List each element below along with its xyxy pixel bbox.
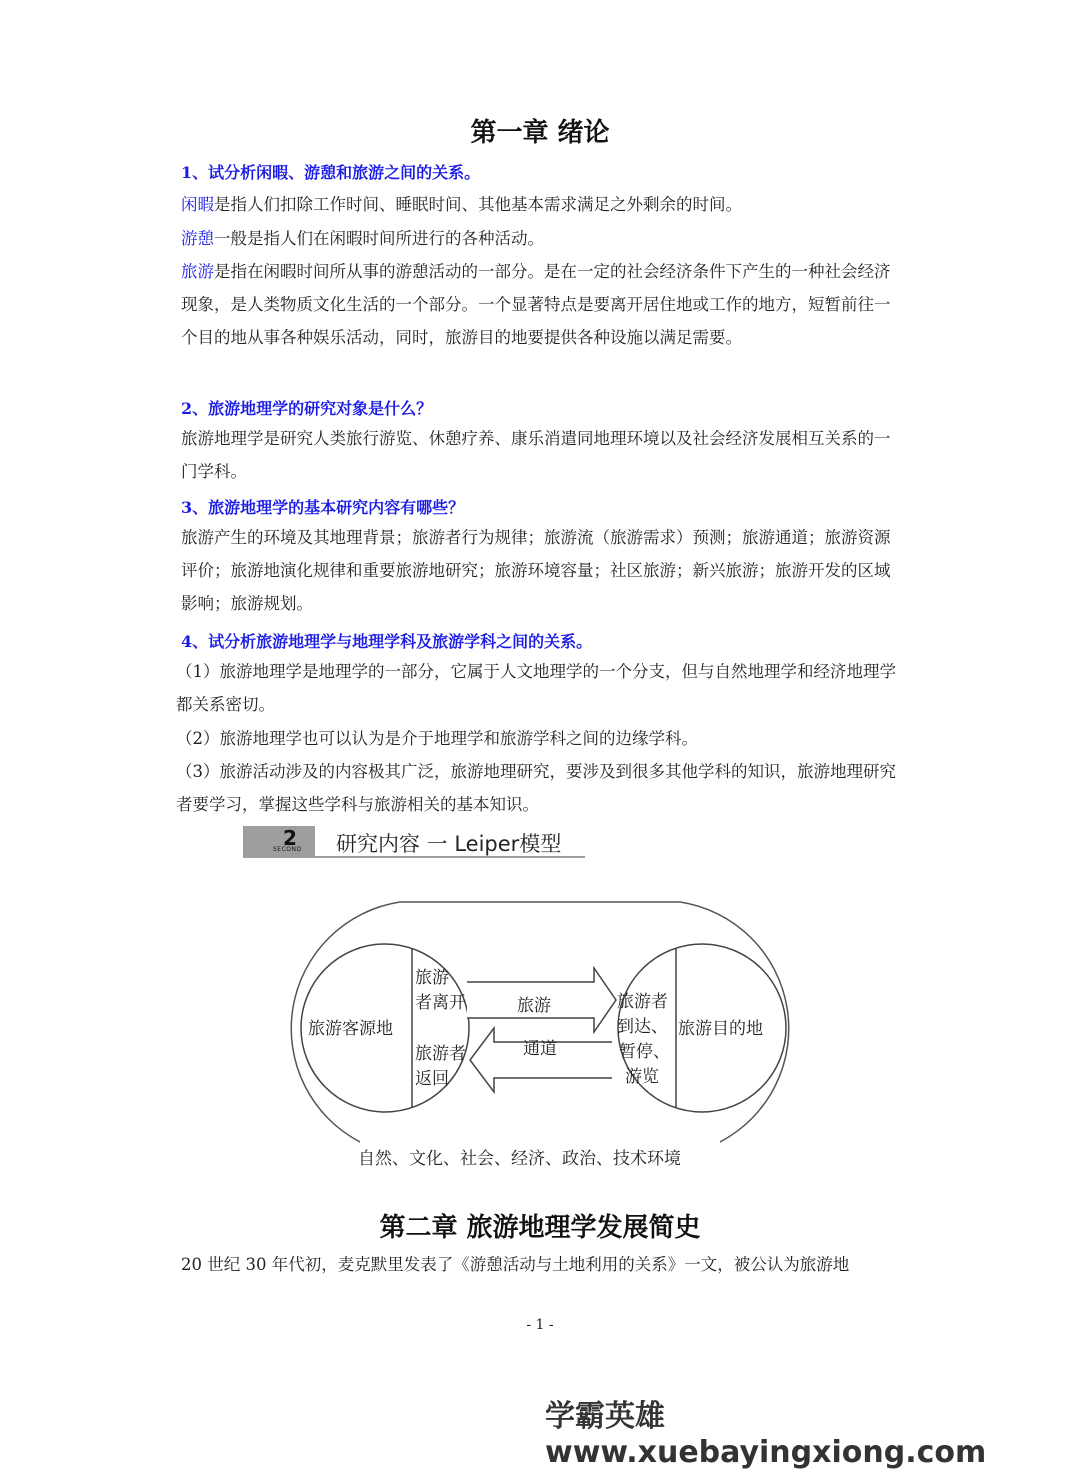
banner-title: 研究内容 一 Leiper模型 [336, 832, 562, 856]
question-1: 1、试分析闲暇、游憩和旅游之间的关系。 [181, 163, 481, 182]
arrive-label-1: 旅游者 [617, 992, 668, 1012]
leisure-text: 是指人们扣除工作时间、睡眠时间、其他基本需求满足之外剩余的时间。 [214, 195, 742, 214]
answer-4-part3: （3）旅游活动涉及的内容极其广泛，旅游地理研究，要涉及到很多其他学科的知识，旅游地理研究者要学习，掌握这些学科与旅游相关的基本知识。 [176, 762, 896, 814]
arrive-label-4: 游览 [625, 1067, 659, 1087]
term-tourism: 旅游 [181, 262, 214, 281]
page-number: - 1 - [526, 1317, 554, 1333]
banner-logo: 2 [283, 826, 297, 850]
leave-label-1: 旅游 [415, 968, 449, 988]
chapter1-title: 第一章 绪论 [470, 118, 610, 148]
question-2: 2、旅游地理学的研究对象是什么？ [181, 399, 433, 418]
banner-logo-subtitle: SECOND [273, 846, 302, 853]
arrive-label-2: 到达、 [617, 1017, 668, 1037]
arrive-label-3: 暂停、 [619, 1042, 670, 1062]
answer-4-part1: （1）旅游地理学是地理学的一部分，它属于人文地理学的一个分支，但与自然地理学和经济地理学都关系密切。 [176, 662, 896, 714]
recreation-definition [181, 222, 901, 255]
term-recreation: 游憩 [181, 229, 214, 248]
return-arrow [470, 1028, 612, 1092]
term-leisure: 闲暇 [181, 195, 214, 214]
leiper-model-diagram [250, 880, 840, 1180]
route-label-1: 旅游 [517, 996, 551, 1016]
answer-2: 旅游地理学是研究人类旅行游览、休憩疗养、康乐消遣同地理环境以及社会经济发展相互关系的一门学科。 [181, 429, 891, 481]
leisure-definition [181, 188, 901, 221]
banner-logo-block [243, 826, 315, 858]
site-watermark: 学霸英雄 www.xuebayingxiong.com [545, 1399, 987, 1470]
destination-label: 旅游目的地 [678, 1019, 763, 1039]
origin-label: 旅游客源地 [308, 1019, 393, 1039]
tourism-definition [181, 255, 901, 354]
environment-label: 自然、文化、社会、经济、政治、技术环境 [358, 1149, 681, 1169]
return-label-2: 返回 [415, 1069, 449, 1089]
recreation-text: 一般是指人们在闲暇时间所进行的各种活动。 [214, 229, 544, 248]
tourism-text: 是指在闲暇时间所从事的游憩活动的一部分。是在一定的社会经济条件下产生的一种社会经济现象，是人类物质文化生活的一个部分。一个显著特点是要离开居住地或工作的地方，短暂前往一个目的地从事各种娱乐活动，同时，旅游目的地要提供各种设施以满足需要。 [181, 262, 891, 347]
chapter2-title: 第二章 旅游地理学发展简史 [379, 1213, 701, 1243]
figure-banner [243, 826, 588, 858]
leave-label-2: 者离开 [415, 993, 466, 1013]
route-label-2: 通道 [523, 1039, 557, 1059]
question-4: 4、试分析旅游地理学与地理学科及旅游学科之间的关系。 [181, 632, 593, 651]
answer-3: 旅游产生的环境及其地理背景；旅游者行为规律；旅游流（旅游需求）预测；旅游通道；旅游资源评价；旅游地演化规律和重要旅游地研究；旅游环境容量；社区旅游；新兴旅游；旅游开发的区域影响；旅游规划。 [181, 528, 891, 613]
question-3: 3、旅游地理学的基本研究内容有哪些？ [181, 498, 465, 517]
answer-4-part2: （2）旅游地理学也可以认为是介于地理学和旅游学科之间的边缘学科。 [176, 729, 698, 748]
return-label-1: 旅游者 [415, 1044, 466, 1064]
chapter2-intro: 20 世纪 30 年代初，麦克默里发表了《游憩活动与土地利用的关系》一文，被公认为旅游地 [181, 1255, 850, 1274]
